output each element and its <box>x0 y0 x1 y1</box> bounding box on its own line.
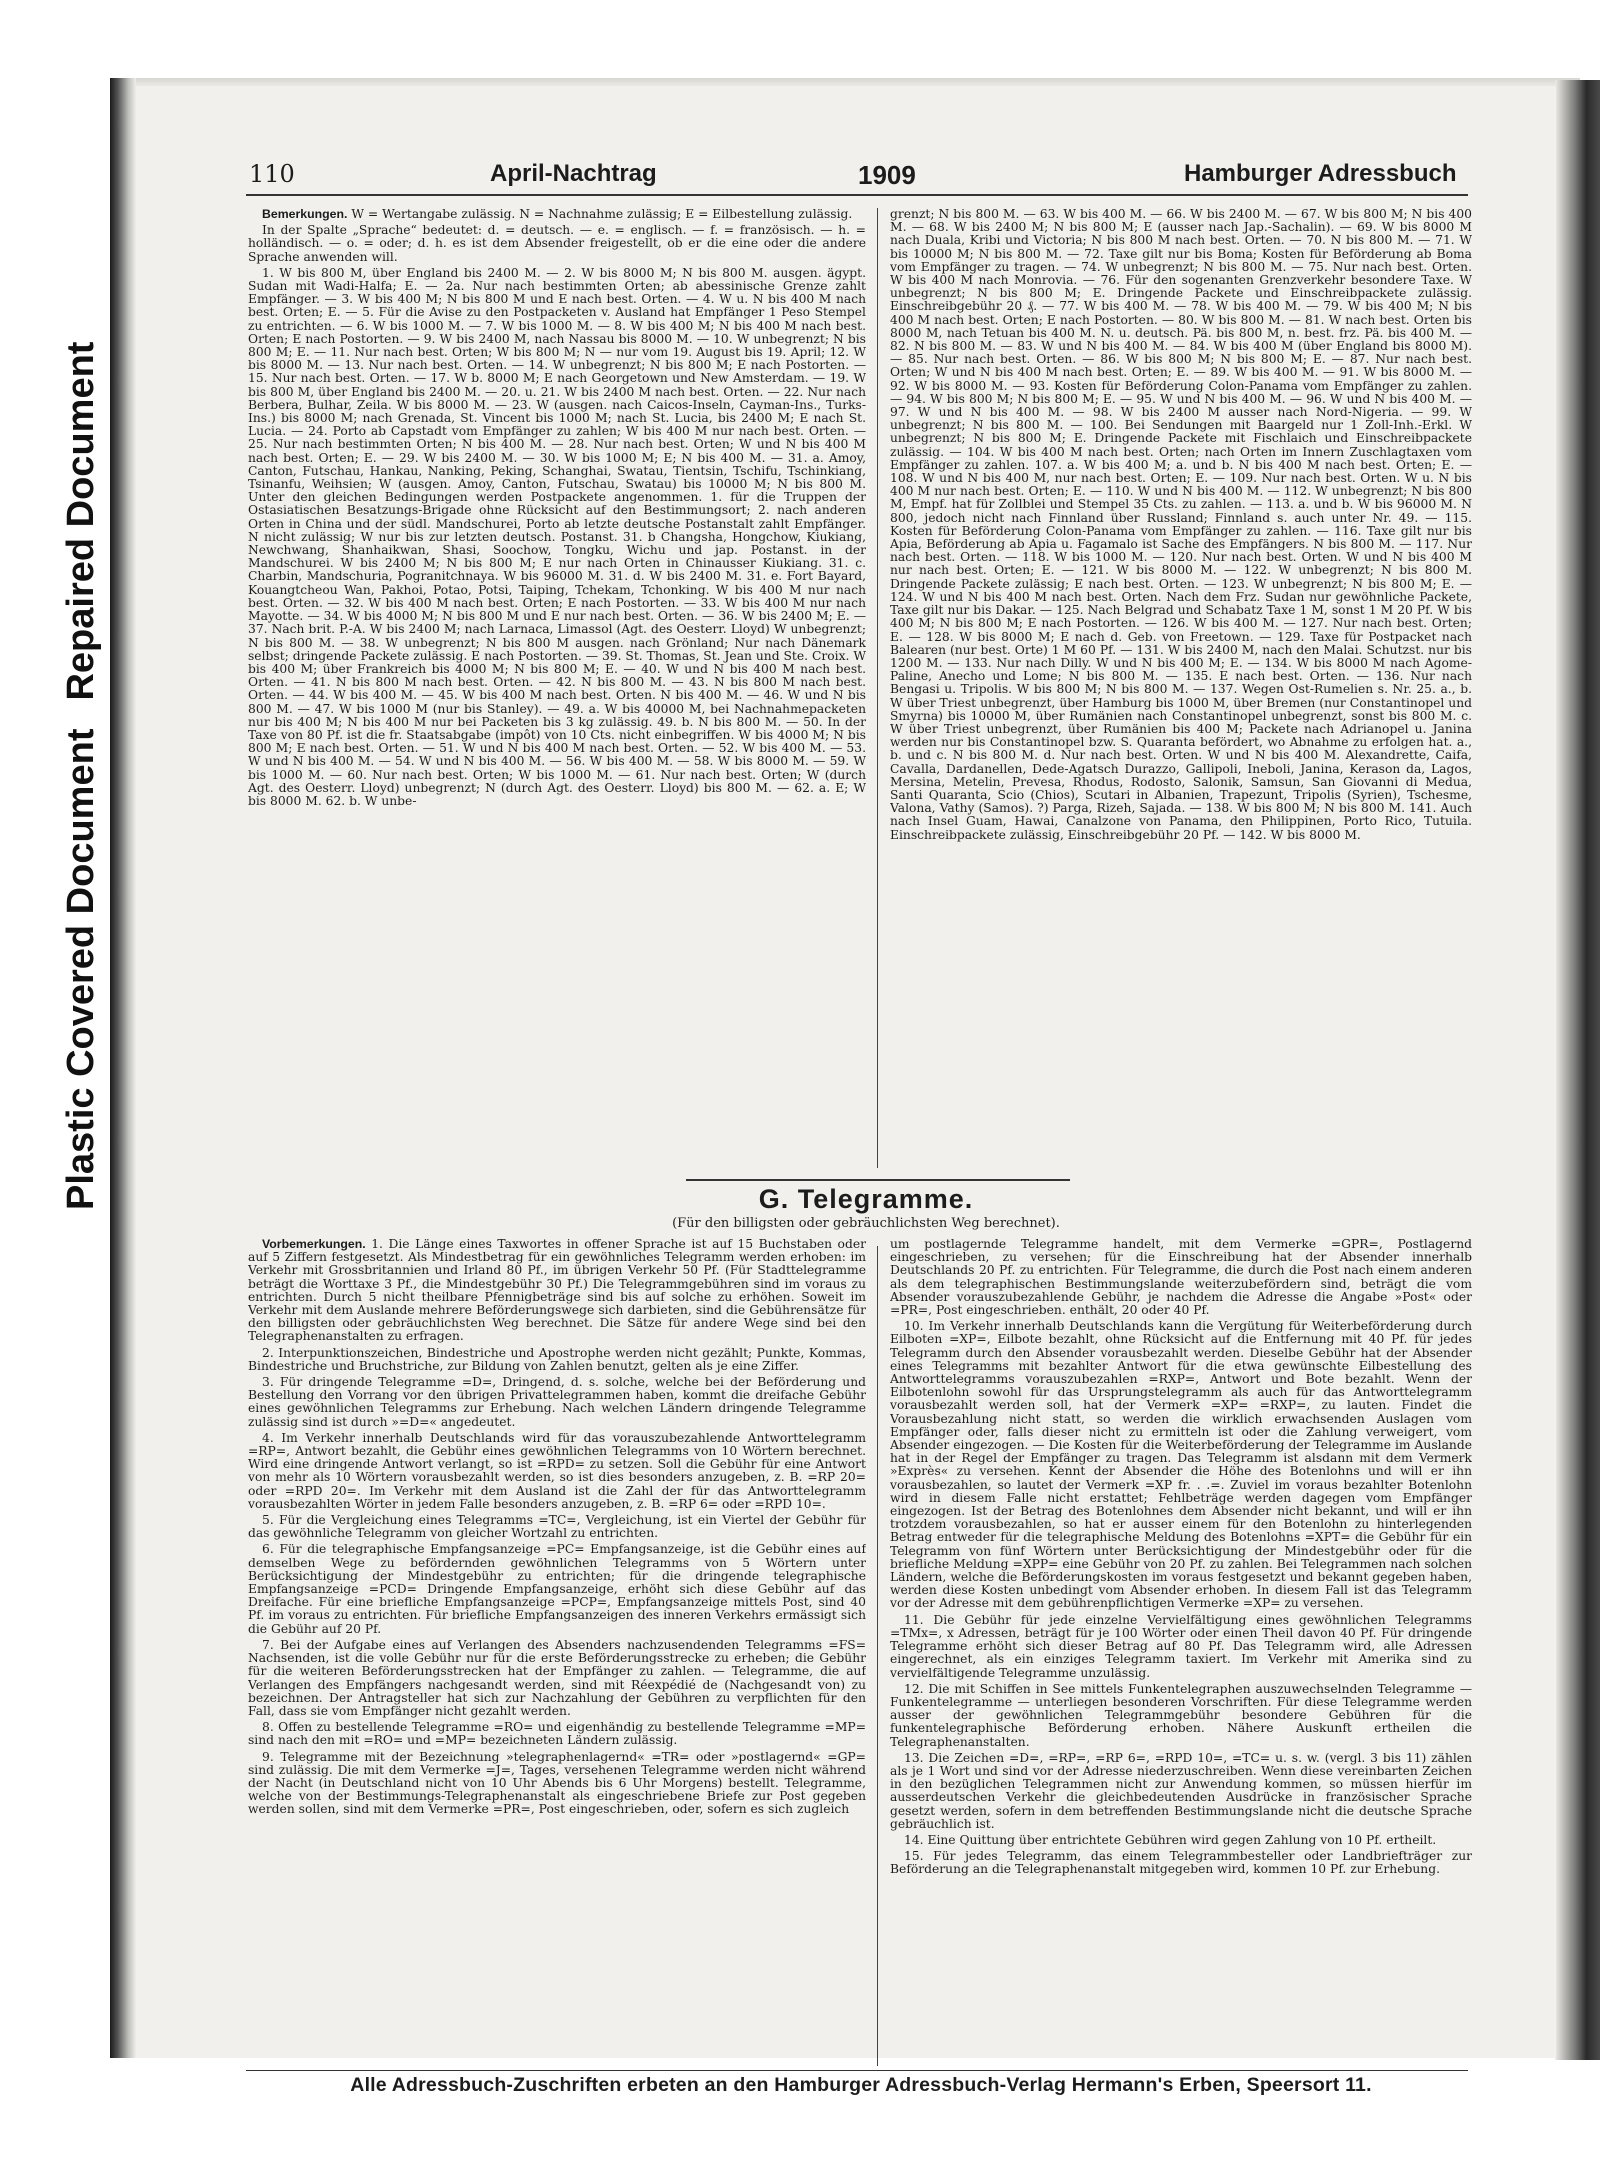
paragraph: 15. Für jedes Telegramm, das einem Telegrammbesteller oder Landbriefträger zur Beförderung an die Telegraphenanstalt mitgegeben wird, kommen 10 Pf. zur Erhebung. <box>890 1849 1472 1877</box>
column-divider <box>877 208 878 1168</box>
book-page <box>136 86 1556 2096</box>
section-rule <box>686 1179 1070 1181</box>
header-year: 1909 <box>858 160 916 190</box>
paragraph: In der Spalte „Sprache“ bedeutet: d. = deutsch. — e. = englisch. — f. = französisch. — h. = holländisch. — o. = oder; d. h. es ist dem Absender freigestellt, ob er die eine oder die andere Sprache anwenden will. <box>248 223 866 264</box>
paragraph: 10. Im Verkehr innerhalb Deutschlands kann die Vergütung für Weiterbeförderung durch Eilboten =XP=, Eilbote bezahlt, ohne Rücksicht auf die Entfernung mit 40 Pf. für jedes Telegramm durch den Absender vorausbezahlt werden. Dieselbe Gebühr hat der Absender eines Telegramms mit bezahlter Antwort für die etwa gewünschte Eilbestellung des Antworttelegramms vorauszubezahlen =RXP=, Antwort und Bote bezahlt. Wenn der Eilbotenlohn sowohl für das Ursprungstelegramm als auch für das Antworttelegramm vorausbezahlt werden soll, hat der Vermerk =XP= =RXP=, zu lauten. Findet die Vorausbezahlung nicht statt, so werden die wirklich erwachsenden Auslagen vom Empfänger oder, falls dieser nicht zu ermitteln ist oder die Zahlung verweigert, vom Absender eingezogen. — Die Kosten für die Weiterbeförderung der Telegramme im Auslande hat in der Regel der Empfänger zu tragen. Das Telegramm ist alsdann mit dem Vermerk »Exprès« zu versehen. Kennt der Absender die Höhe des Botenlohns und will er ihn vorausbezahlen, so lautet der Vermerk =XP fr. . .=. Zuviel im voraus bezahlter Botenlohn wird in diesem Falle nicht erstattet; Fehlbeträge werden dagegen vom Empfänger eingezogen. Ist der Betrag des Botenlohnes dem Absender nicht bekannt, und will er ihn trotzdem vorausbezahlen, so hat er ausser einem für den Botenlohn zu hinterlegenden Betrag entweder für die telegraphische Meldung des Botenlohns =XPT= die Gebühr für ein Telegramm von fünf Wörtern unter Berücksichtigung der Mindestgebühr oder für die briefliche Meldung =XPP= eine Gebühr von 20 Pf. zu zahlen. Bei Telegrammen nach solchen Ländern, welche die Beförderungskosten im voraus festgesetzt und bekannt gegeben haben, werden diese Kosten unbedingt vom Absender erhoben. In diesem Fall ist das Telegramm vor der Adresse mit dem gebührenpflichtigen Vermerke =XP= zu versehen. <box>890 1319 1472 1611</box>
paragraph: 3. Für dringende Telegramme =D=, Dringend, d. s. solche, welche bei der Beförderung und Bestellung den Vorrang vor den übrigen Privattelegrammen haben, kommt die dreifache Gebühr eines gewöhnlichen Telegramms zur Erhebung. Nach welchen Ländern dringende Telegramme zulässig sind ist durch »=D=« angedeutet. <box>248 1375 866 1429</box>
paragraph-text: W = Wertangabe zulässig. N = Nachnahme zulässig; E = Eilbestellung zulässig. <box>351 208 853 221</box>
column-divider-lower <box>877 1246 878 2066</box>
book-spine-shadow <box>110 78 136 2058</box>
lower-right-column <box>890 1238 1472 2066</box>
upper-left-column <box>248 208 866 1172</box>
paragraph <box>248 208 866 221</box>
paragraph: 14. Eine Quittung über entrichtete Gebühren wird gegen Zahlung von 10 Pf. ertheilt. <box>904 1832 1437 1847</box>
paragraph-text: 1. Die Länge eines Taxwortes in offener Sprache ist auf 15 Buchstaben oder auf 5 Ziffern festgesetzt. Als Mindestbetrag für ein gewöhnliches Telegramm werden erhoben: im Verkehr mit Grossbritannien und Irland 80 Pf., im übrigen Verkehr 50 Pf. (Für Stadttelegramme beträgt die Worttaxe 3 Pf., die Mindestgebühr 30 Pf.) Die Telegrammgebühren sind im voraus zu entrichten. Durch 5 nicht theilbare Pfennigbeträge sind bis auf solche zu erhöhen. Soweit im Verkehr mit dem Auslande mehrere Beförderungswege sich darbieten, sind die Gebührensätze für den billigsten oder gebräuchlichsten Weg berechnet. Die Sätze für andere Wege sind bei den Telegraphenanstalten zu erfragen. <box>248 1238 866 1344</box>
section-subtitle: (Für den billigsten oder gebräuchlichsten Weg berechnet). <box>672 1216 1060 1231</box>
paragraph: 2. Interpunktionszeichen, Bindestriche und Apostrophe werden nicht gezählt; Punkte, Kommas, Bindestriche und Bruchstriche, zur Bildung von Zahlen benutzt, gelten als je eine Ziffer. <box>248 1345 866 1373</box>
stamp-repaired: Repaired Document <box>60 341 102 701</box>
paragraph: 8. Offen zu bestellende Telegramme =RO= und eigenhändig zu bestellende Telegramme =MP= sind nach den mit =RO= und =MP= bezeichneten Ländern zulässig. <box>248 1720 866 1748</box>
header-title: Hamburger Adressbuch <box>1184 160 1457 187</box>
stamp-plastic-covered: Plastic Covered Document <box>60 728 102 1210</box>
right-page-edge <box>1555 80 1600 2060</box>
paragraph: 12. Die mit Schiffen in See mittels Funkentelegraphen auszuwechselnden Telegramme — Funkentelegramme — unterliegen besonderen Vorschriften. Für diese Telegramme werden ausser der gewöhnlichen Telegrammgebühr besondere Gebühren für die funkentelegraphische Beförderung erhoben. Nähere Auskunft ertheilen die Telegraphenanstalten. <box>890 1681 1472 1749</box>
paragraph: 4. Im Verkehr innerhalb Deutschlands wird für das vorauszubezahlende Antworttelegramm =RP=, Antwort bezahlt, die Gebühr eines gewöhnlichen Telegramms von 10 Wörtern berechnet. Wird eine dringende Antwort verlangt, so ist =RPD= zu setzen. Soll die Gebühr für eine Antwort von mehr als 10 Wörtern vorausbezahlt werden, so ist dies besonders anzugeben, z. B. =RP 20= oder =RPD 20=. Im Verkehr mit dem Ausland ist die Zahl der für das Antworttelegramm vorausbezahlten Wörter in jedem Falle besonders anzugeben, z. B. =RP 6= oder =RPD 10=. <box>248 1430 866 1511</box>
running-header <box>136 160 1556 212</box>
paragraph: 1. W bis 800 M, über England bis 2400 M. — 2. W bis 8000 M; N bis 800 M. ausgen. ägypt. Sudan mit Wadi-Halfa; E. — 2a. Nur nach bestimmten Orten; ab abessinische Grenze zahlt Empfänger. — 3. W bis 400 M; N bis 800 M und E nach best. Orten. — 4. W u. N bis 400 M nach best. Orten; E. — 5. Für die Avise zu den Postpacketen v. Ausland hat Empfänger 1 Peso Stempel zu entrichten. — 6. W bis 1000 M. — 7. W bis 1000 M. — 8. W bis 400 M; N bis 400 M nach best. Orten; E nach Postorten. — 9. W bis 2400 M, nach Nassau bis 8000 M. — 10. W unbegrenzt; N bis 800 M; E. — 11. Nur nach best. Orten; W bis 800 M; N — nur vom 19. August bis 19. April; 12. W bis 8000 M. — 13. Nur nach best. Orten. — 14. W unbegrenzt; N bis 800 M; E nach Postorten. — 15. Nur nach best. Orten. — 17. W b. 8000 M; E nach Georgetown und New Amsterdam. — 19. W bis 800 M, über England bis 2400 M. — 20. u. 21. W bis 2400 M nach best. Orten. — 22. Nur nach Berbera, Bulhar, Zeila. W bis 8000 M. — 23. W (ausgen. nach Caicos-Inseln, Cayman-Ins., Turks-Ins.) bis 8000 M; nach Grenada, St. Vincent bis 1000 M; nach St. Lucia, bis 2400 M; E nach St. Lucia. — 24. Porto ab Capstadt vom Empfänger zu zahlen; W bis 400 M nur nach best. Orten. — 25. Nur nach bestimmten Orten; N bis 400 M. — 28. Nur nach best. Orten; W und N bis 400 M nach best. Orten; E. — 29. W bis 2400 M. — 30. W bis 1000 M; E; N bis 400 M. — 31. a. Amoy, Canton, Futschau, Hankau, Nanking, Peking, Schanghai, Swatau, Tientsin, Tschifu, Tschinkiang, Tsinanfu, Weihsien; W (ausgen. Amoy, Canton, Futschau, Swatau) bis 10000 M; N bis 800 M. Unter den gleichen Bedingungen werden Postpackete angenommen. 1. für die Truppen der Ostasiatischen Besatzungs-Brigade ohne Rücksicht auf den Bestimmungsort; 2. nach anderen Orten in China und der südl. Mandschurei, Porto ab letzte deutsche Postanstalt zahlt Empfänger. N nicht zulässig; W nur bis zur letzten deutsch. Postanst. 31. b Changsha, Hongchow, Kiukiang, Newchwang, Shanhaikwan, Shasi, Soochow, Tongku, Wichu und jap. Postanst. in der Mandschurei. W bis 2400 M; N bis 800 M; E nur nach Orten in Chinausser Kiukiang. 31. c. Charbin, Mandschuria, Pogranitchnaya. W bis 96000 M. 31. d. W bis 2400 M. 31. e. Fort Bayard, Kouangtcheou Wan, Pakhoi, Potao, Potsi, Taiping, Tchekam, Tchonking. W bis 400 M nur nach best. Orten. — 32. W bis 400 M nach best. Orten; E nach Postorten. — 33. W bis 400 M nur nach Mayotte. — 34. W bis 4000 M; N bis 800 M und E nur nach best. Orten. — 36. W bis 2400 M; E. — 37. Nach brit. P.-A. W bis 2400 M; nach Larnaca, Limassol (Agt. des Oesterr. Lloyd) W unbegrenzt; N bis 800 M. — 38. W unbegrenzt; N bis 800 M ausgen. nach Grönland; Nur nach Dänemark selbst; dringende Packete zulässig. E nach Postorten. — 39. St. Thomas, St. Jean und Ste. Croix. W bis 400 M; über Frankreich bis 4000 M; N bis 800 M; E. — 40. W und N bis 400 M nach best. Orten. — 41. N bis 800 M nach best. Orten. — 42. N bis 800 M. — 43. N bis 800 M nach best. Orten. — 44. W bis 400 M. — 45. W bis 400 M nach best. Orten. N bis 400 M. — 46. W und N bis 800 M. — 47. W bis 1000 M (nur bis Stanley). — 49. a. W bis 40000 M, bei Nachnahmepacketen nur bis 400 M; N bis 400 M nur bei Packeten bis 3 kg zulässig. 49. b. N bis 800 M. — 50. In der Taxe von 80 Pf. ist die fr. Staatsabgabe (impôt) von 10 Cts. nicht einbegriffen. W bis 4000 M; N bis 800 M; E nach best. Orten. — 51. W und N bis 400 M nach best. Orten. — 52. W bis 400 M. — 53. W und N bis 400 M. — 54. W und N bis 400 M. — 56. W bis 400 M. — 58. W bis 8000 M. — 59. W bis 1000 M. — 60. Nur nach best. Orten; W bis 1000 M. — 61. Nur nach best. Orten; W (durch Agt. des Oesterr. Lloyd) unbegrenzt; N (durch Agt. des Oesterr. Lloyd) bis 800 M. — 62. a. E; W bis 8000 M. 62. b. W unbe- <box>248 265 866 808</box>
paragraph: 11. Die Gebühr für jede einzelne Vervielfältigung eines gewöhnlichen Telegramms =TMx=, x Adressen, beträgt für je 100 Wörter oder einen Theil davon 40 Pf. Für dringende Telegramme erhöht sich dieser Betrag auf 80 Pf. Das Telegramm wird, alle Adressen eingerechnet, als ein einziges Telegramm taxiert. Im Verkehr mit Amerika sind zu vervielfältigende Telegramme unzulässig. <box>890 1612 1472 1680</box>
paragraph <box>248 1238 866 1344</box>
paragraph: grenzt; N bis 800 M. — 63. W bis 400 M. — 66. W bis 2400 M. — 67. W bis 800 M; N bis 400 M. — 68. W bis 2400 M; N bis 800 M; E (ausser nach Jap.-Sachalin). — 69. W bis 8000 M nach Duala, Kribi und Victoria; N bis 800 M nach best. Orten. — 70. N bis 800 M. — 71. W bis 10000 M; N bis 800 M. — 72. Taxe gilt nur bis Boma; Kosten für Beförderung ab Boma vom Empfänger zu tragen. — 74. W unbegrenzt; N bis 800 M. — 75. Nur nach best. Orten. W bis 400 M nach Monrovia. — 76. Für den sogenanten Grenzverkehr besondere Taxe. W unbegrenzt; N bis 800 M; E. Dringende Packete und Einschreibpackete zulässig. Einschreibgebühr 20 ₰. — 77. W bis 400 M. — 78. W bis 400 M. — 79. W bis 400 M; N bis 400 M nach best. Orten; E nach Postorten. — 80. W bis 800 M. — 81. W nach best. Orten bis 8000 M, nach Tetuan bis 400 M. N. u. deutsch. Pä. bis 800 M, n. best. frz. Pä. bis 400 M. — 82. N bis 800 M. — 83. W und N bis 400 M. — 84. W bis 400 M (über England bis 8000 M). — 85. Nur nach best. Orten. — 86. W bis 800 M; N bis 800 M; E. — 87. Nur nach best. Orten; W und N bis 400 M nach best. Orten; E. — 89. W bis 400 M. — 91. W bis 8000 M. — 92. W bis 8000 M. — 93. Kosten für Beförderung Colon-Panama vom Empfänger zu zahlen. — 94. W bis 800 M; N bis 800 M; E. — 95. W und N bis 400 M. — 96. W und N bis 400 M. — 97. W und N bis 400 M. — 98. W bis 2400 M ausser nach Nord-Nigeria. — 99. W unbegrenzt; N bis 800 M. — 100. Bei Sendungen mit Baargeld nur 1 Zoll-Inh.-Erkl. W unbegrenzt; N bis 800 M; E. Dringende Packete mit Fischlaich und Einschreibpackete zulässig. — 104. W bis 400 M nach best. Orten; nach Orten im Innern Zuschlagtaxen vom Empfänger zu zahlen. 107. a. W bis 400 M; a. und b. N bis 400 M nach best. Orten; E. — 108. W und N bis 400 M, nur nach best. Orten; E. — 109. Nur nach best. Orten. W u. N bis 400 M nur nach best. Orten; E. — 110. W und N bis 400 M. — 112. W unbegrenzt; N bis 800 M, Empf. hat für Zollblei und Stempel 35 Cts. zu zahlen. — 113. a. und b. W bis 96000 M. N 800, jedoch nicht nach Finnland über Russland; Finnland s. auch unter Nr. 49. — 115. Kosten für Beförderung Colon-Panama vom Empfänger zu zahlen. — 116. Taxe gilt nur bis Apia, Beförderung ab Apia u. Fagamalo ist Sache des Empfängers. N bis 800 M. — 117. Nur nach best. Orten. — 118. W bis 1000 M. — 120. Nur nach best. Orten. W und N bis 400 M nur nach best. Orten; E. — 121. W bis 8000 M. — 122. W unbegrenzt; N bis 800 M. Dringende Packete zulässig; E nach best. Orten. — 123. W unbegrenzt; N bis 800 M; E. — 124. W und N bis 400 M nach best. Orten. Nach dem Frz. Sudan nur gewöhnliche Packete, Taxe gilt nur bis Dakar. — 125. Nach Belgrad und Schabatz Taxe 1 M, sonst 1 M 20 Pf. W bis 400 M; N bis 800 M; E nach Postorten. — 126. W bis 400 M. — 127. Nur nach best. Orten; E. — 128. W bis 8000 M; E nach d. Geb. von Freetown. — 129. Taxe für Postpacket nach Balearen (nur best. Orte) 1 M 60 Pf. — 131. W bis 2400 M, nach den Malai. Schutzst. nur bis 1200 M. — 133. Nur nach Dilly. W und N bis 400 M; E. — 134. W bis 8000 M nach Agome-Paline, Anecho und Lome; N bis 800 M. — 135. E nach best. Orten. — 136. Nur nach Bengasi u. Tripolis. W bis 800 M; N bis 800 M. — 137. Wegen Ost-Rumelien s. Nr. 25. a., b. W über Triest unbegrenzt, über Hamburg bis 1000 M, über Bremen (nur Constantinopel und Smyrna) bis 10000 M, über Rumänien nach Constantinopel unbegrenzt, sonst bis 800 M. c. W über Triest unbegrenzt, über Rumänien bis 400 M; Packete nach Adrianopel u. Janina werden nur bis Constantinopel bzw. S. Quaranta befördert, wo Abnahme zu erfolgen hat. a., b. und c. N bis 800 M. d. Nur nach best. Orten. W und N bis 400 M. Alexandrette, Caifa, Cavalla, Dardanellen, Dede-Agatsch Durazzo, Gallipoli, Ineboli, Janina, Kerason da, Lagos, Mersina, Metelin, Prevesa, Rhodus, Rodosto, Salonik, Samsun, San Giovanni di Medua, Santi Quaranta, Scio (Chios), Scutari in Albanien, Trapezunt, Tripolis (Syrien), Tschesme, Valona, Vathy (Samos). ?) Parga, Rizeh, Sajada. — 138. W bis 800 M; N bis 800 M. 141. Auch nach Insel Guam, Hawai, Canalzone von Panama, den Philippinen, Porto Rico, Tutuila. Einschreibpackete zulässig, Einschreibgebühr 20 Pf. — 142. W bis 8000 M. <box>890 208 1472 842</box>
paragraph: 9. Telegramme mit der Bezeichnung »telegraphenlagernd« =TR= oder »postlagernd« =GP= sind zulässig. Die mit dem Vermerke =J=, Tages, versehenen Telegramme werden nicht während der Nacht (in Deutschland nicht von 10 Uhr Abends bis 6 Uhr Morgens) bestellt. Telegramme, welche von der Bestimmungs-Telegraphenanstalt als eingeschriebene Briefe zur Post gegeben werden sollen, sind mit dem Vermerke =PR=, Post eingeschrieben, oder, sofern es sich zugleich <box>248 1749 866 1817</box>
publisher-footer: Alle Adressbuch-Zuschriften erbeten an den Hamburger Adressbuch-Verlag Hermann's Erben, Speersort 11. <box>350 2074 1372 2096</box>
section-title: G. Telegramme. <box>758 1184 974 1214</box>
paragraph: 13. Die Zeichen =D=, =RP=, =RP 6=, =RPD 10=, =TC= u. s. w. (vergl. 3 bis 11) zählen als je 1 Wort und sind vor der Adresse niederzuschreiben. Wenn diese vereinbarten Zeichen in den bezüglichen Telegrammen nicht zur Anwendung kommen, so müssen hierfür im ausserdeutschen Verkehr die gleichbedeutenden Ausdrücke in französischer Sprache gesetzt werden, sofern in dem betreffenden Bestimmungslande nicht die deutsche Sprache gebräuchlich ist. <box>890 1750 1472 1831</box>
header-section: April-Nachtrag <box>490 160 657 187</box>
stamp-label <box>60 342 103 1210</box>
upper-right-column <box>890 208 1472 1172</box>
lower-left-column <box>248 1238 866 2066</box>
paragraph: 7. Bei der Aufgabe eines auf Verlangen des Absenders nachzusendenden Telegramms =FS= Nachsenden, ist die volle Gebühr nur für die erste Beförderungsstrecke zu erheben; die Gebühr für die weiteren Beförderungsstrecken hat der Empfänger zu zahlen. — Telegramme, die auf Verlangen des Empfängers nachgesandt werden, sind mit Réexpédié de (Nachgesandt von) zu bezeichnen. Der Antragsteller hat sich zur Nachzahlung der Gebühren zu verpflichten für den Fall, dass sie vom Empfänger nicht gezahlt werden. <box>248 1637 866 1718</box>
preliminary-remarks-heading: Vorbemerkungen. <box>262 1238 366 1251</box>
paragraph: 6. Für die telegraphische Empfangsanzeige =PC= Empfangsanzeige, ist die Gebühr eines auf demselben Wege zu befördernden gewöhnlichen Telegramms von 5 Wörtern unter Berücksichtigung der Mindestgebühr zu entrichten; für die dringende telegraphische Empfangsanzeige =PCD= Dringende Empfangsanzeige, erhöht sich diese Gebühr auf das Dreifache. Für eine briefliche Empfangsanzeige =PCP=, Empfangsanzeige mittels Post, sind 40 Pf. im voraus zu entrichten. Für briefliche Empfangsanzeigen des inneren Verkehrs ermässigt sich die Gebühr auf 20 Pf. <box>248 1542 866 1636</box>
page-number: 110 <box>249 160 295 188</box>
remarks-heading: Bemerkungen. <box>262 208 348 221</box>
paragraph: 5. Für die Vergleichung eines Telegramms =TC=, Vergleichung, ist ein Viertel der Gebühr für das gewöhnliche Telegramm von gleicher Wortzahl zu entrichten. <box>248 1513 866 1541</box>
footer-rule <box>246 2070 1468 2071</box>
header-rule <box>246 194 1468 196</box>
paragraph: um postlagernde Telegramme handelt, mit dem Vermerke =GPR=, Postlagernd eingeschrieben, zu versehen; für die Einschreibung hat der Absender innerhalb Deutschlands 20 Pf. zu entrichten. Für Telegramme, die durch die Post nach einem anderen als dem telegraphischen Bestimmungslande weiterzubefördern sind, beträgt die vom Absender vorauszubezahlende Gebühr, je nachdem die Adresse die Angabe »Post« oder =PR=, Post eingeschrieben. enthält, 20 oder 40 Pf. <box>890 1238 1472 1318</box>
